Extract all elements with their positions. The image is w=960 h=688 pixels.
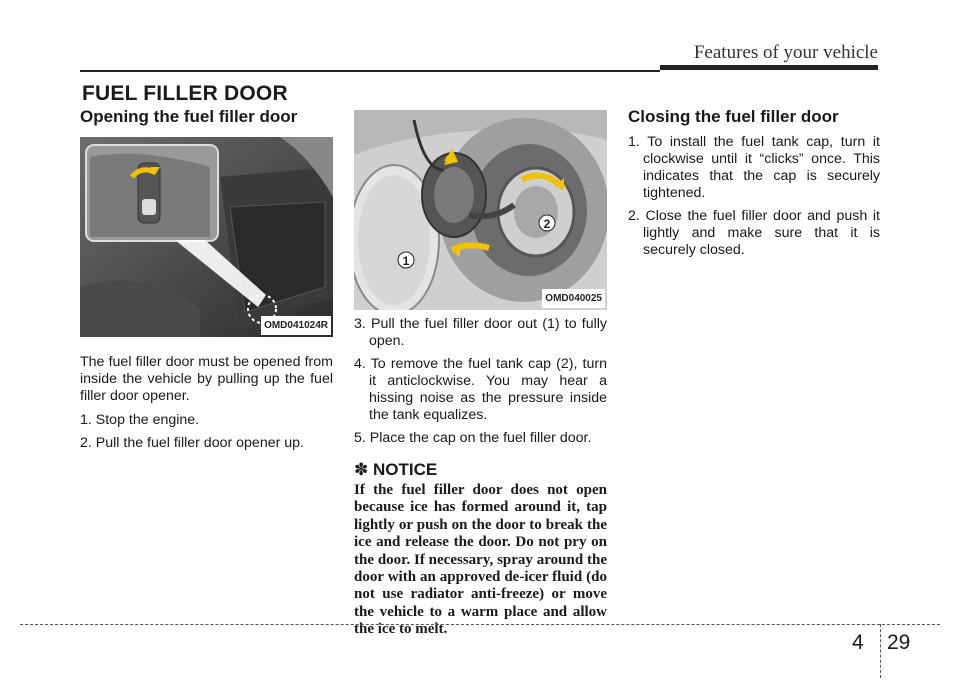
running-header: Features of your vehicle [693,42,878,63]
notice-title: ✽ NOTICE [354,460,438,479]
opening-steps-list [80,412,333,452]
figure-door-opener-illustration [80,137,333,337]
figure-door-opener [80,137,333,337]
column-middle [354,110,607,646]
column-right [628,108,880,265]
closing-steps-list [628,134,880,259]
figure-code: OMD040025 [542,289,605,308]
list-item: 1. To install the fuel tank cap, turn it clockwise until it “clicks” once. This indicates that the cap is securely tightened. [628,134,880,201]
header-rule [80,70,660,72]
section-title: FUEL FILLER DOOR [82,82,288,105]
header-rule-bold [660,65,878,70]
subhead-opening: Opening the fuel filler door [80,107,298,126]
list-item: 2. Pull the fuel filler door opener up. [80,435,304,451]
list-item: 1. Stop the engine. [80,412,200,428]
column-left [80,108,333,458]
notice-text: If the fuel filler door does not open because ice has formed around it, tap lightly or push on the door to break the ice and release the door. Do not pry on the door. If necessary, spray around the door with an approved de-icer fluid (do not use radiator anti-freeze) or move the vehicle to a warm place and allow the ice to melt. [354,482,607,638]
chapter-number: 4 [852,631,864,654]
figure-code: OMD041024R [261,316,331,335]
footer-rule [20,624,940,625]
page-number: 29 [887,631,911,654]
list-item: 3. Pull the fuel filler door out (1) to fully open. [354,316,607,349]
footer-divider [880,624,881,678]
opening-steps-continued [354,316,607,447]
intro-paragraph: The fuel filler door must be opened from inside the vehicle by pulling up the fuel filler door opener. [80,354,333,404]
callout-2-label: 2 [543,217,551,231]
callout-1-label: 1 [402,254,410,268]
list-item: 5. Place the cap on the fuel filler door. [354,430,592,446]
subhead-closing: Closing the fuel filler door [628,107,839,126]
figure-fuel-cap-illustration [354,110,607,310]
list-item: 2. Close the fuel filler door and push it lightly and make sure that it is securely closed. [628,208,880,258]
figure-fuel-cap [354,110,607,310]
list-item: 4. To remove the fuel tank cap (2), turn it anticlockwise. You may hear a hissing noise as the pressure inside the tank equalizes. [354,356,607,423]
